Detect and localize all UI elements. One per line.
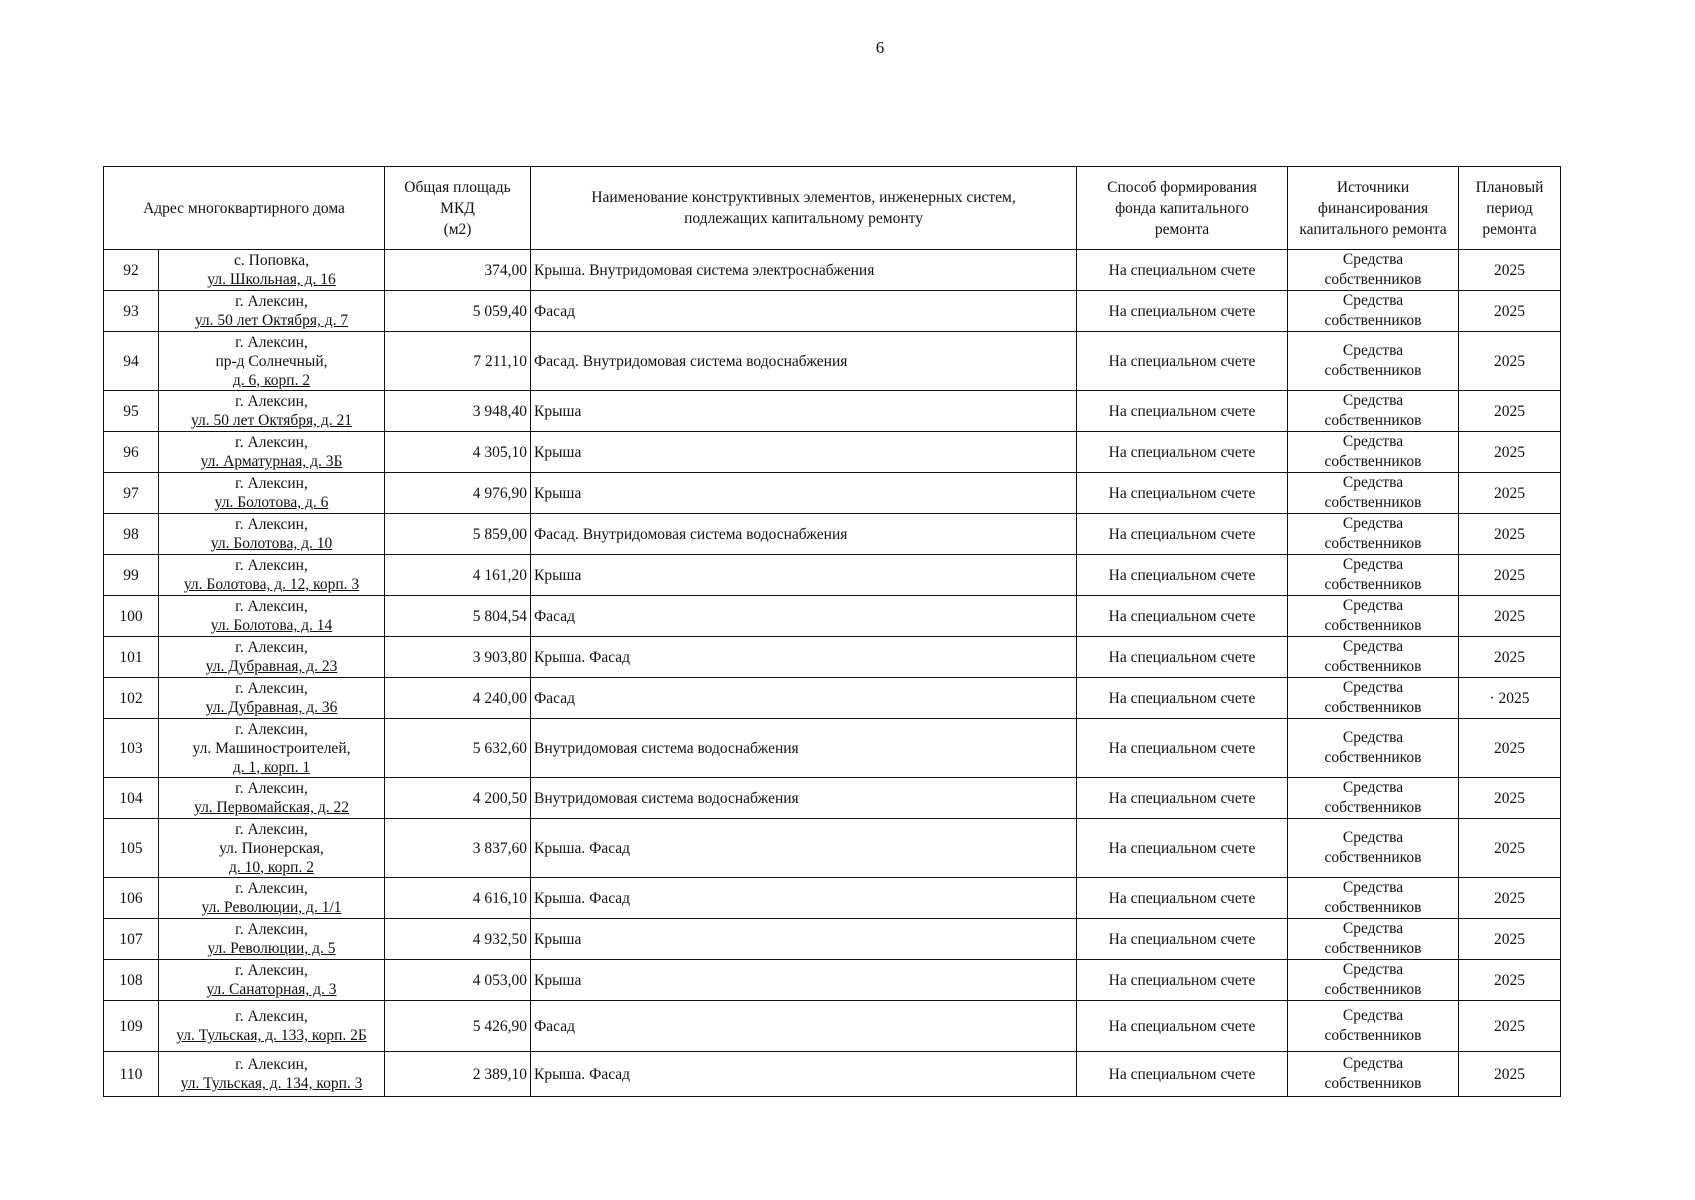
row-number: 94 — [104, 332, 159, 391]
row-number: 95 — [104, 391, 159, 432]
address-line: ул. Болотова, д. 12, корп. 3 — [183, 576, 360, 593]
source-cell — [1288, 596, 1459, 637]
source-line: собственников — [1324, 699, 1422, 716]
address-line: г. Алексин, — [235, 680, 308, 697]
address-line: ул. Болотова, д. 6 — [214, 494, 329, 511]
address-line: д. 6, корп. 2 — [232, 371, 311, 389]
area-cell: 4 976,90 — [385, 473, 531, 514]
elements-cell: Фасад — [531, 596, 1077, 637]
source-cell — [1288, 878, 1459, 919]
address-cell — [159, 960, 385, 1001]
period-cell: 2025 — [1459, 778, 1561, 819]
address-line: г. Алексин, — [235, 921, 308, 938]
source-line: Средства — [1342, 829, 1404, 846]
source-line: Средства — [1342, 729, 1404, 746]
source-line: собственников — [1324, 749, 1422, 766]
elements-cell: Фасад. Внутридомовая система водоснабжения — [531, 332, 1077, 391]
source-line: собственников — [1324, 412, 1422, 429]
source-line: Средства — [1342, 1007, 1404, 1024]
period-cell: 2025 — [1459, 596, 1561, 637]
source-cell — [1288, 473, 1459, 514]
address-line: г. Алексин, — [235, 880, 308, 897]
row-number: 101 — [104, 637, 159, 678]
elements-cell: Внутридомовая система водоснабжения — [531, 778, 1077, 819]
source-cell — [1288, 250, 1459, 291]
source-line: собственников — [1324, 658, 1422, 675]
elements-cell: Фасад — [531, 291, 1077, 332]
row-number: 100 — [104, 596, 159, 637]
address-cell — [159, 473, 385, 514]
address-line: г. Алексин, — [235, 434, 308, 451]
table-row — [104, 514, 1561, 555]
table-row — [104, 637, 1561, 678]
period-cell: 2025 — [1459, 919, 1561, 960]
area-cell: 4 616,10 — [385, 878, 531, 919]
address-line: г. Алексин, — [235, 475, 308, 492]
source-line: собственников — [1324, 362, 1422, 379]
source-line: собственников — [1324, 981, 1422, 998]
area-cell: 7 211,10 — [385, 332, 531, 391]
source-line: Средства — [1342, 342, 1404, 359]
area-cell: 3 837,60 — [385, 819, 531, 878]
elements-cell: Крыша — [531, 919, 1077, 960]
address-line: г. Алексин, — [235, 720, 308, 738]
header-method: Способ формирования фонда капитального ремонта — [1077, 167, 1288, 250]
address-cell — [159, 555, 385, 596]
elements-cell: Крыша — [531, 391, 1077, 432]
source-line: собственников — [1324, 1075, 1422, 1092]
source-cell — [1288, 391, 1459, 432]
source-line: собственников — [1324, 1027, 1422, 1044]
method-cell: На специальном счете — [1077, 778, 1288, 819]
source-cell — [1288, 514, 1459, 555]
header-row — [104, 167, 1561, 250]
source-cell — [1288, 637, 1459, 678]
source-line: собственников — [1324, 940, 1422, 957]
header-area: Общая площадь МКД (м2) — [385, 167, 531, 250]
method-cell: На специальном счете — [1077, 637, 1288, 678]
area-cell: 5 059,40 — [385, 291, 531, 332]
area-cell: 4 240,00 — [385, 678, 531, 719]
address-line: ул. 50 лет Октября, д. 7 — [194, 312, 349, 329]
address-cell — [159, 778, 385, 819]
source-cell — [1288, 1052, 1459, 1097]
address-cell — [159, 637, 385, 678]
period-cell: 2025 — [1459, 250, 1561, 291]
method-cell: На специальном счете — [1077, 391, 1288, 432]
period-cell: 2025 — [1459, 960, 1561, 1001]
address-line: д. 10, корп. 2 — [229, 858, 314, 876]
elements-cell: Фасад. Внутридомовая система водоснабжения — [531, 514, 1077, 555]
header-elements: Наименование конструктивных элементов, инженерных систем, подлежащих капитальному ремонту — [531, 167, 1077, 250]
method-cell: На специальном счете — [1077, 719, 1288, 778]
table-row — [104, 678, 1561, 719]
row-number: 92 — [104, 250, 159, 291]
address-line: г. Алексин, — [235, 820, 308, 838]
method-cell: На специальном счете — [1077, 332, 1288, 391]
period-cell: 2025 — [1459, 332, 1561, 391]
row-number: 107 — [104, 919, 159, 960]
table-row — [104, 878, 1561, 919]
address-line: ул. Тульская, д. 134, корп. 3 — [180, 1075, 363, 1092]
source-line: собственников — [1324, 494, 1422, 511]
area-cell: 374,00 — [385, 250, 531, 291]
address-cell — [159, 1001, 385, 1052]
area-cell: 3 948,40 — [385, 391, 531, 432]
address-line: ул. Пионерская, — [219, 839, 324, 857]
table-row — [104, 291, 1561, 332]
table-row — [104, 473, 1561, 514]
method-cell: На специальном счете — [1077, 473, 1288, 514]
address-line: г. Алексин, — [235, 598, 308, 615]
area-cell: 5 859,00 — [385, 514, 531, 555]
source-cell — [1288, 819, 1459, 878]
method-cell: На специальном счете — [1077, 514, 1288, 555]
source-line: Средства — [1342, 879, 1404, 896]
area-cell: 3 903,80 — [385, 637, 531, 678]
table-row — [104, 1052, 1561, 1097]
method-cell: На специальном счете — [1077, 819, 1288, 878]
period-cell: 2025 — [1459, 819, 1561, 878]
address-line: г. Алексин, — [235, 1008, 308, 1025]
address-line: с. Поповка, — [234, 252, 309, 269]
source-line: Средства — [1342, 392, 1404, 409]
page-number: 6 — [875, 38, 885, 57]
table-row — [104, 960, 1561, 1001]
elements-cell: Крыша — [531, 960, 1077, 1001]
row-number: 103 — [104, 719, 159, 778]
method-cell: На специальном счете — [1077, 1001, 1288, 1052]
source-line: Средства — [1342, 474, 1404, 491]
table-row — [104, 919, 1561, 960]
source-cell — [1288, 1001, 1459, 1052]
elements-cell: Крыша. Внутридомовая система электроснабжения — [531, 250, 1077, 291]
address-line: г. Алексин, — [235, 557, 308, 574]
source-line: собственников — [1324, 799, 1422, 816]
method-cell: На специальном счете — [1077, 678, 1288, 719]
address-cell — [159, 332, 385, 391]
table-row — [104, 719, 1561, 778]
area-cell: 4 161,20 — [385, 555, 531, 596]
address-line: г. Алексин, — [235, 639, 308, 656]
address-cell — [159, 391, 385, 432]
source-line: собственников — [1324, 617, 1422, 634]
address-line: г. Алексин, — [235, 516, 308, 533]
row-number: 97 — [104, 473, 159, 514]
address-line: г. Алексин, — [235, 780, 308, 797]
source-line: Средства — [1342, 515, 1404, 532]
header-period: Плановый период ремонта — [1459, 167, 1561, 250]
address-cell — [159, 250, 385, 291]
table-row — [104, 555, 1561, 596]
elements-cell: Внутридомовая система водоснабжения — [531, 719, 1077, 778]
source-line: Средства — [1342, 251, 1404, 268]
method-cell: На специальном счете — [1077, 291, 1288, 332]
source-line: Средства — [1342, 433, 1404, 450]
row-number: 104 — [104, 778, 159, 819]
address-cell — [159, 596, 385, 637]
source-line: собственников — [1324, 899, 1422, 916]
address-line: ул. Первомайская, д. 22 — [194, 799, 349, 816]
area-cell: 5 426,90 — [385, 1001, 531, 1052]
elements-cell: Крыша — [531, 432, 1077, 473]
address-line: ул. Болотова, д. 14 — [210, 617, 333, 634]
method-cell: На специальном счете — [1077, 250, 1288, 291]
period-cell: 2025 — [1459, 432, 1561, 473]
source-line: Средства — [1342, 679, 1404, 696]
row-number: 105 — [104, 819, 159, 878]
address-line: г. Алексин, — [235, 393, 308, 410]
source-line: Средства — [1342, 1055, 1404, 1072]
elements-cell: Крыша. Фасад — [531, 1052, 1077, 1097]
address-line: г. Алексин, — [235, 1056, 308, 1073]
address-cell — [159, 919, 385, 960]
source-line: собственников — [1324, 535, 1422, 552]
source-cell — [1288, 719, 1459, 778]
address-cell — [159, 678, 385, 719]
row-number: 93 — [104, 291, 159, 332]
elements-cell: Крыша. Фасад — [531, 637, 1077, 678]
table-row — [104, 332, 1561, 391]
address-cell — [159, 819, 385, 878]
period-cell: · 2025 — [1459, 678, 1561, 719]
address-line: ул. Дубравная, д. 36 — [205, 699, 338, 716]
address-line: г. Алексин, — [235, 293, 308, 310]
period-cell: 2025 — [1459, 637, 1561, 678]
period-cell: 2025 — [1459, 1001, 1561, 1052]
address-line: ул. 50 лет Октября, д. 21 — [190, 412, 353, 429]
source-cell — [1288, 432, 1459, 473]
source-line: Средства — [1342, 779, 1404, 796]
source-cell — [1288, 291, 1459, 332]
address-line: ул. Революции, д. 1/1 — [201, 899, 342, 916]
elements-cell: Крыша. Фасад — [531, 878, 1077, 919]
area-cell: 5 804,54 — [385, 596, 531, 637]
source-cell — [1288, 778, 1459, 819]
elements-cell: Фасад — [531, 678, 1077, 719]
period-cell: 2025 — [1459, 473, 1561, 514]
area-cell: 2 389,10 — [385, 1052, 531, 1097]
source-cell — [1288, 960, 1459, 1001]
area-cell: 4 932,50 — [385, 919, 531, 960]
source-line: Средства — [1342, 638, 1404, 655]
source-line: собственников — [1324, 271, 1422, 288]
address-line: ул. Машиностроителей, — [192, 739, 351, 757]
source-line: собственников — [1324, 849, 1422, 866]
row-number: 98 — [104, 514, 159, 555]
address-line: ул. Революции, д. 5 — [207, 940, 336, 957]
method-cell: На специальном счете — [1077, 960, 1288, 1001]
source-line: собственников — [1324, 312, 1422, 329]
address-cell — [159, 514, 385, 555]
method-cell: На специальном счете — [1077, 878, 1288, 919]
area-cell: 4 305,10 — [385, 432, 531, 473]
source-line: Средства — [1342, 556, 1404, 573]
address-line: г. Алексин, — [235, 333, 308, 351]
elements-cell: Крыша. Фасад — [531, 819, 1077, 878]
address-cell — [159, 719, 385, 778]
table-row — [104, 391, 1561, 432]
address-line: ул. Тульская, д. 133, корп. 2Б — [176, 1027, 367, 1044]
period-cell: 2025 — [1459, 514, 1561, 555]
period-cell: 2025 — [1459, 1052, 1561, 1097]
method-cell: На специальном счете — [1077, 555, 1288, 596]
address-cell — [159, 291, 385, 332]
source-cell — [1288, 678, 1459, 719]
source-cell — [1288, 555, 1459, 596]
method-cell: На специальном счете — [1077, 1052, 1288, 1097]
period-cell: 2025 — [1459, 391, 1561, 432]
address-line: пр-д Солнечный, — [215, 352, 328, 370]
source-line: Средства — [1342, 597, 1404, 614]
period-cell: 2025 — [1459, 555, 1561, 596]
row-number: 108 — [104, 960, 159, 1001]
header-address: Адрес многоквартирного дома — [104, 167, 385, 250]
address-cell — [159, 878, 385, 919]
source-line: Средства — [1342, 920, 1404, 937]
address-line: ул. Школьная, д. 16 — [207, 271, 336, 288]
row-number: 106 — [104, 878, 159, 919]
area-cell: 4 053,00 — [385, 960, 531, 1001]
table-row — [104, 819, 1561, 878]
address-cell — [159, 432, 385, 473]
row-number: 110 — [104, 1052, 159, 1097]
table-row — [104, 596, 1561, 637]
source-line: собственников — [1324, 453, 1422, 470]
elements-cell: Крыша — [531, 555, 1077, 596]
table-body — [104, 250, 1561, 1097]
address-line: ул. Дубравная, д. 23 — [205, 658, 338, 675]
address-line: д. 1, корп. 1 — [232, 758, 311, 776]
source-line: Средства — [1342, 961, 1404, 978]
source-line: Средства — [1342, 292, 1404, 309]
area-cell: 5 632,60 — [385, 719, 531, 778]
row-number: 99 — [104, 555, 159, 596]
method-cell: На специальном счете — [1077, 919, 1288, 960]
row-number: 96 — [104, 432, 159, 473]
period-cell: 2025 — [1459, 878, 1561, 919]
table-row — [104, 778, 1561, 819]
source-cell — [1288, 332, 1459, 391]
source-line: собственников — [1324, 576, 1422, 593]
table-row — [104, 432, 1561, 473]
address-line: ул. Санаторная, д. 3 — [206, 981, 337, 998]
period-cell: 2025 — [1459, 291, 1561, 332]
row-number: 109 — [104, 1001, 159, 1052]
repair-plan-table — [103, 166, 1561, 1097]
address-line: ул. Болотова, д. 10 — [210, 535, 333, 552]
method-cell: На специальном счете — [1077, 596, 1288, 637]
address-line: г. Алексин, — [235, 962, 308, 979]
address-line: ул. Арматурная, д. 3Б — [200, 453, 343, 470]
table-row — [104, 1001, 1561, 1052]
elements-cell: Крыша — [531, 473, 1077, 514]
elements-cell: Фасад — [531, 1001, 1077, 1052]
period-cell: 2025 — [1459, 719, 1561, 778]
row-number: 102 — [104, 678, 159, 719]
header-source: Источники финансирования капитального ремонта — [1288, 167, 1459, 250]
source-cell — [1288, 919, 1459, 960]
address-cell — [159, 1052, 385, 1097]
method-cell: На специальном счете — [1077, 432, 1288, 473]
table-row — [104, 250, 1561, 291]
area-cell: 4 200,50 — [385, 778, 531, 819]
